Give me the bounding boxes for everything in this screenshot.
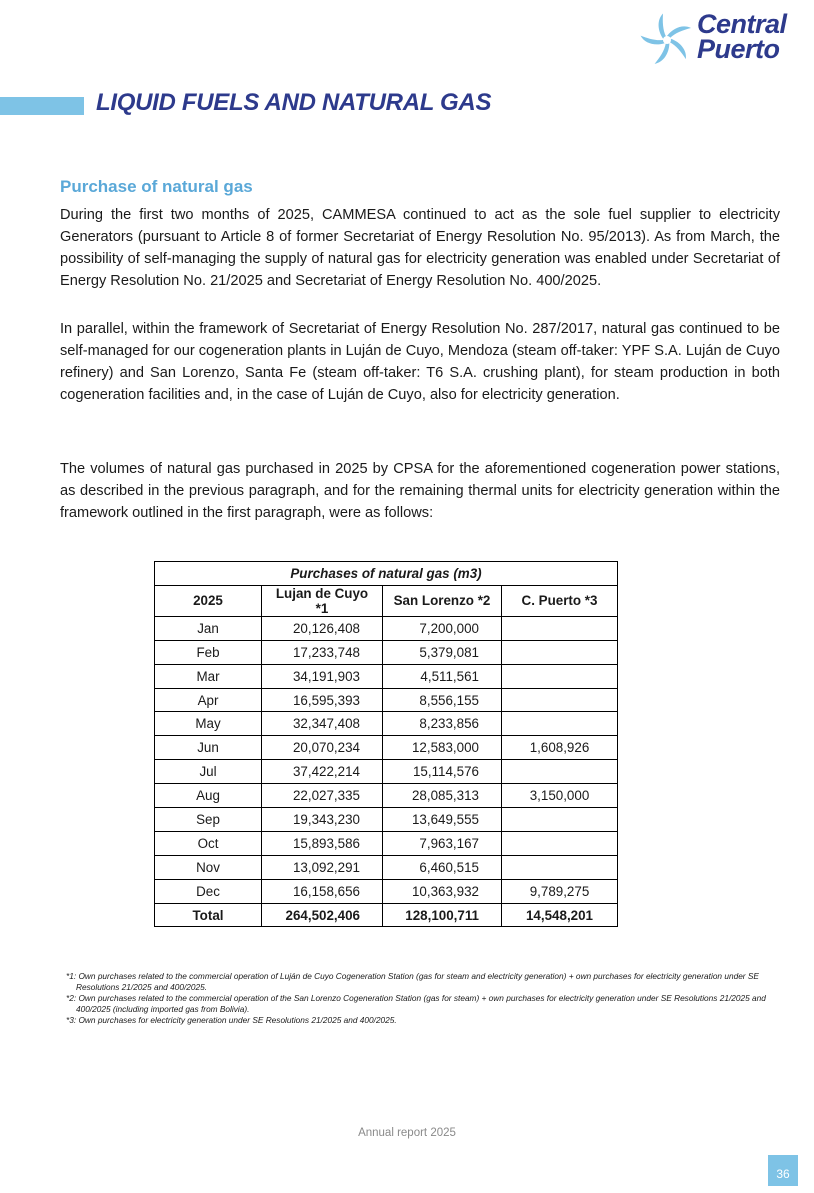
table-caption-row: [155, 562, 618, 586]
table-header-row: [155, 585, 618, 616]
table-cell-value: 15,114,576: [383, 760, 502, 784]
page-number: 36: [768, 1155, 798, 1186]
table-cell-value: [502, 831, 618, 855]
table-row: [155, 879, 618, 903]
col-header-cpuerto: C. Puerto *3: [502, 585, 618, 616]
table-row: [155, 736, 618, 760]
table-cell-value: [502, 664, 618, 688]
table-cell-value: [502, 640, 618, 664]
table-cell-value: 10,363,932: [383, 879, 502, 903]
table-cell-value: 22,027,335: [262, 784, 383, 808]
table-cell-month: May: [155, 712, 262, 736]
table-cell-value: 16,158,656: [262, 879, 383, 903]
table-row: [155, 712, 618, 736]
logo-line-2: Puerto: [697, 34, 780, 64]
table-cell-value: 4,511,561: [383, 664, 502, 688]
table-row: [155, 831, 618, 855]
paragraph-3: The volumes of natural gas purchased in 2025 by CPSA for the aforementioned cogeneration power stations, as described in the previous paragraph, and for the remaining thermal units for electricity generation within the framework outlined in the first paragraph, were as follows:: [60, 461, 780, 521]
table-cell-value: 3,150,000: [502, 784, 618, 808]
footnote-1: *1: Own purchases related to the commercial operation of Luján de Cuyo Cogeneration Station (gas for steam and electricity generation) + own purchases for electricity generation under SE Resolutions 21/2025 and 400/2025.: [66, 971, 759, 992]
table-cell-month: Oct: [155, 831, 262, 855]
table-cell-value: 7,963,167: [383, 831, 502, 855]
table-total-row: [155, 903, 618, 927]
table-cell-value: 34,191,903: [262, 664, 383, 688]
section-accent-bar: [0, 97, 84, 115]
table-row: [155, 616, 618, 640]
table-cell-value: 264,502,406: [262, 903, 383, 927]
table-cell-value: [502, 808, 618, 832]
table-row: [155, 664, 618, 688]
col-header-lujan: Lujan de Cuyo *1: [262, 585, 383, 616]
table-cell-value: 7,200,000: [383, 616, 502, 640]
paragraph-1: During the first two months of 2025, CAMMESA continued to act as the sole fuel supplier to electricity Generators (pursuant to Article 8 of former Secretariat of Energy Resolution No. 95/2013). As from March, the possibility of self-managing the supply of natural gas for electricity generation was enabled under Secretariat of Energy Resolution No. 21/2025 and Secretariat of Energy Resolution No. 400/2025.: [60, 207, 780, 289]
table-cell-month: Jul: [155, 760, 262, 784]
table-row: [155, 784, 618, 808]
table-cell-value: 16,595,393: [262, 688, 383, 712]
table-row: [155, 640, 618, 664]
table-cell-month: Dec: [155, 879, 262, 903]
table-cell-value: [502, 688, 618, 712]
table-cell-value: 9,789,275: [502, 879, 618, 903]
table-cell-value: 13,649,555: [383, 808, 502, 832]
logo-wordmark: [697, 9, 787, 64]
table-row: [155, 855, 618, 879]
table-cell-value: 28,085,313: [383, 784, 502, 808]
table-cell-value: 13,092,291: [262, 855, 383, 879]
table-cell-value: 32,347,408: [262, 712, 383, 736]
turbine-logo-icon: [640, 10, 696, 70]
table-cell-month: Nov: [155, 855, 262, 879]
subheading: Purchase of natural gas: [60, 177, 253, 196]
table-cell-value: 15,893,586: [262, 831, 383, 855]
col-header-year: 2025: [155, 585, 262, 616]
table-cell-value: 128,100,711: [383, 903, 502, 927]
footnotes: [66, 971, 766, 1026]
table-row: [155, 808, 618, 832]
table-cell-month: Apr: [155, 688, 262, 712]
table-row: [155, 760, 618, 784]
table-cell-month: Sep: [155, 808, 262, 832]
footnote-3: *3: Own purchases for electricity generation under SE Resolutions 21/2025 and 400/2025.: [66, 1015, 397, 1025]
table-cell-value: 19,343,230: [262, 808, 383, 832]
table-cell-value: 8,233,856: [383, 712, 502, 736]
gas-purchases-table: [154, 561, 618, 927]
table-cell-value: 20,070,234: [262, 736, 383, 760]
table-cell-value: 8,556,155: [383, 688, 502, 712]
table-cell-month: Total: [155, 903, 262, 927]
table-row: [155, 688, 618, 712]
table-cell-value: 14,548,201: [502, 903, 618, 927]
table-cell-month: Aug: [155, 784, 262, 808]
table-cell-value: [502, 855, 618, 879]
table-cell-value: [502, 616, 618, 640]
table-cell-value: 17,233,748: [262, 640, 383, 664]
table-cell-value: 37,422,214: [262, 760, 383, 784]
table-cell-value: 6,460,515: [383, 855, 502, 879]
logo-line-1: Central: [697, 9, 787, 39]
footnote-2: *2: Own purchases related to the commercial operation of the San Lorenzo Cogeneration Station (gas for steam) + own purchases for electricity generation under SE Resolutions 21/2025 and 400/2025 (including imported gas from Bolivia).: [66, 993, 766, 1014]
page-footer: Annual report 2025: [358, 1127, 456, 1139]
table-cell-value: [502, 760, 618, 784]
company-logo: [640, 10, 805, 70]
table-cell-month: Mar: [155, 664, 262, 688]
table-cell-value: 20,126,408: [262, 616, 383, 640]
table-cell-month: Jun: [155, 736, 262, 760]
paragraph-2: In parallel, within the framework of Secretariat of Energy Resolution No. 287/2017, natural gas continued to be self-managed for our cogeneration plants in Luján de Cuyo, Mendoza (steam off-taker: YPF S.A. Luján de Cuyo refinery) and San Lorenzo, Santa Fe (steam off-taker: T6 S.A. crushing plant), for steam production in both cogeneration facilities and, in the case of Luján de Cuyo, also for electricity generation.: [60, 321, 780, 403]
table-cell-value: [502, 712, 618, 736]
table-cell-month: Jan: [155, 616, 262, 640]
table-cell-value: 1,608,926: [502, 736, 618, 760]
table-cell-month: Feb: [155, 640, 262, 664]
table-caption: Purchases of natural gas (m3): [155, 562, 618, 586]
table-cell-value: 12,583,000: [383, 736, 502, 760]
section-title: LIQUID FUELS AND NATURAL GAS: [96, 89, 492, 116]
table-cell-value: 5,379,081: [383, 640, 502, 664]
col-header-san-lorenzo: San Lorenzo *2: [383, 585, 502, 616]
